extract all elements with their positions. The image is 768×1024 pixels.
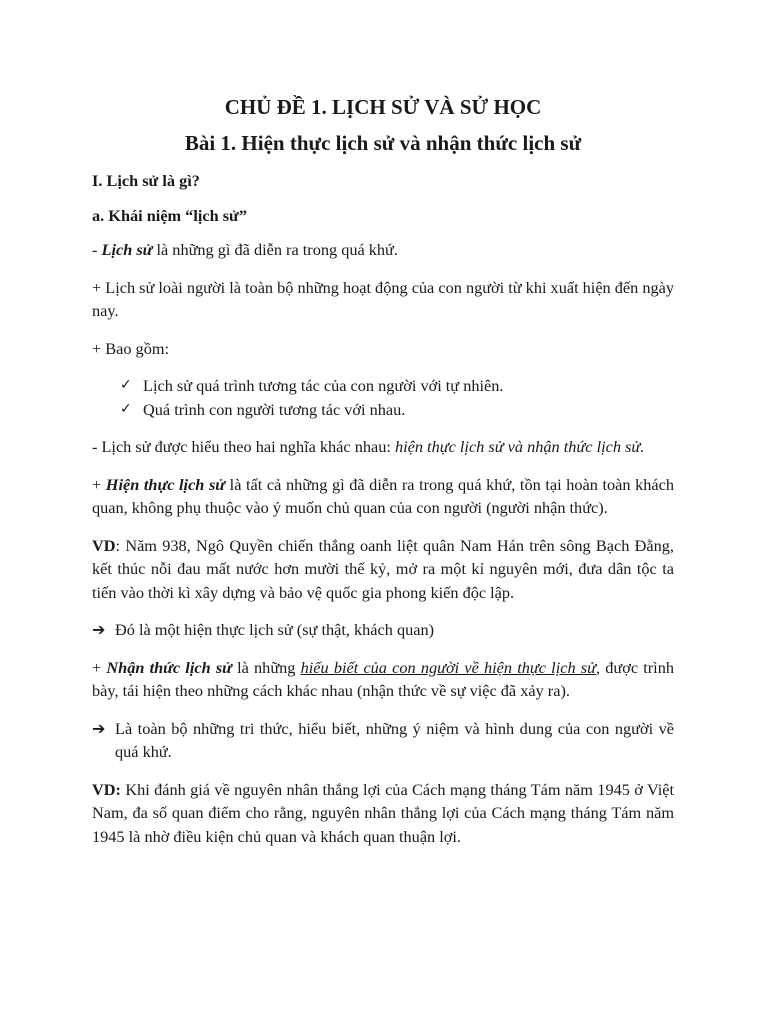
arrow-note-1: ➔ Đó là một hiện thực lịch sử (sự thật, khách quan)	[92, 618, 674, 642]
paragraph-includes: + Bao gồm:	[92, 338, 170, 358]
term-nhan-thuc-lich-su: Nhận thức lịch sử	[106, 657, 232, 677]
paragraph-human-history: + Lịch sử loài người là toàn bộ những hoạt động của con người từ khi xuất hiện đến ngày nay.	[92, 277, 674, 320]
check-icon: ✓	[120, 377, 132, 393]
term-lich-su: Lịch sử	[101, 240, 153, 259]
example-label: VD:	[92, 779, 121, 799]
lesson-title: Bài 1. Hiện thực lịch sử và nhận thức lịch sử	[184, 131, 582, 155]
topic-title: CHỦ ĐỀ 1. LỊCH SỬ VÀ SỬ HỌC	[224, 95, 542, 119]
paragraph-historical-reality: + Hiện thực lịch sử là tất cả những gì đã diễn ra trong quá khứ, tồn tại hoàn toàn khách quan, không phụ thuộc vào ý muốn chủ quan của con người (người nhận thức).	[92, 474, 674, 517]
paragraph-example-1: VD: Năm 938, Ngô Quyền chiến thắng oanh liệt quân Nam Hán trên sông Bạch Đằng, kết thúc nỗi đau mất nước hơn mười thế kỷ, mở ra một kỉ nguyên mới, đưa dân tộc ta tiến vào thời kì xây dựng và bảo vệ quốc gia phong kiến độc lập.	[92, 535, 674, 602]
paragraph-definition: - Lịch sử là những gì đã diễn ra trong quá khứ.	[92, 240, 398, 259]
list-item: ✓ Quá trình con người tương tác với nhau.	[120, 398, 674, 422]
check-list	[92, 374, 674, 421]
arrow-note-2: ➔ Là toàn bộ những tri thức, hiểu biết, những ý niệm và hình dung của con người về quá khứ.	[92, 718, 674, 761]
section-heading-1: I. Lịch sử là gì?	[92, 171, 200, 190]
paragraph-historical-awareness: + Nhận thức lịch sử là những hiểu biết của con người về hiện thực lịch sử, được trình bày, tái hiện theo những cách khác nhau (nhận thức về sự việc đã xảy ra).	[92, 657, 674, 700]
arrow-right-icon: ➔	[92, 718, 106, 738]
section-heading-a: a. Khái niệm “lịch sử”	[92, 205, 247, 225]
list-item: ✓ Lịch sử quá trình tương tác của con người với tự nhiên.	[120, 374, 674, 398]
term-hien-thuc-lich-su: Hiện thực lịch sử	[105, 474, 226, 494]
example-label: VD	[92, 535, 116, 555]
paragraph-example-2: VD: Khi đánh giá về nguyên nhân thắng lợi của Cách mạng tháng Tám năm 1945 ở Việt Nam, đa số quan điểm cho rằng, nguyên nhân thắng lợi của Cách mạng tháng Tám năm 1945 là nhờ điều kiện chủ quan và khách quan thuận lợi.	[92, 779, 674, 846]
underlined-phrase: hiểu biết của con người về hiện thực lịch sử	[300, 657, 596, 677]
arrow-right-icon: ➔	[92, 620, 106, 639]
check-icon: ✓	[120, 400, 132, 417]
paragraph-two-meanings: - Lịch sử được hiểu theo hai nghĩa khác nhau: hiện thực lịch sử và nhận thức lịch sử.	[92, 437, 645, 456]
